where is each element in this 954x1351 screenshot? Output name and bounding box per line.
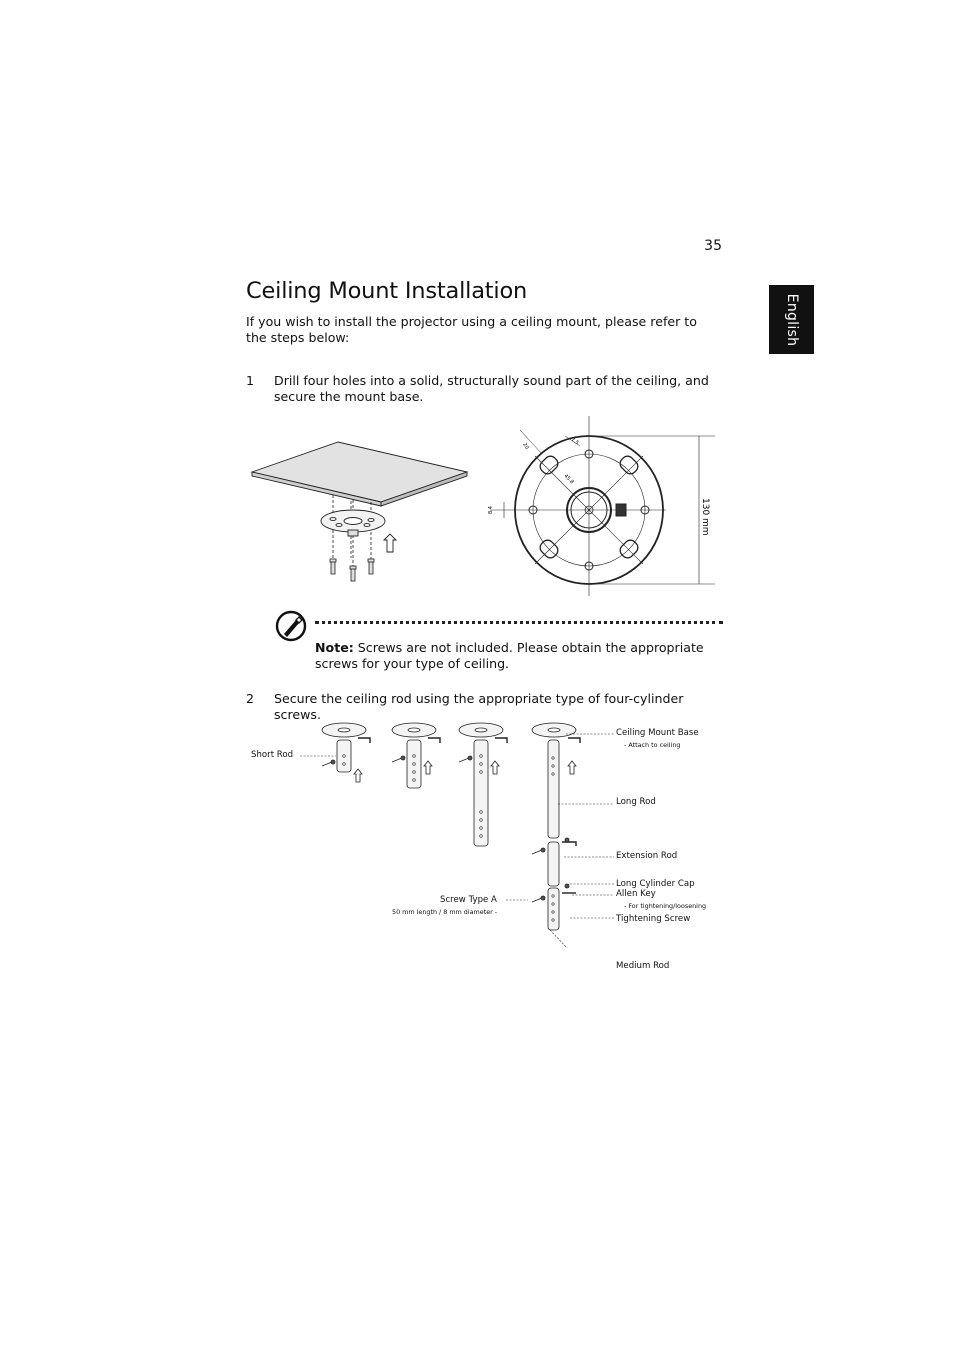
ceiling-plate	[252, 442, 467, 506]
label-allen-key: Allen Key	[616, 889, 656, 899]
dimension-label-small-2: 7.5	[569, 436, 580, 447]
intro-paragraph: If you wish to install the projector using a ceiling mount, please refer to the steps below:	[246, 314, 697, 345]
note-pen-icon	[275, 610, 307, 642]
step-2-number: 2	[246, 691, 255, 706]
note-label: Note:	[315, 640, 354, 655]
label-screw-spec: 50 mm length / 8 mm diameter -	[392, 908, 498, 916]
screws	[330, 559, 374, 581]
dimension-label-small-1: 20	[521, 442, 530, 451]
language-tab-label: English	[783, 293, 800, 346]
label-attach-to-ceiling: - Attach to ceiling	[624, 741, 681, 749]
note-text: Screws are not included. Please obtain the appropriate screws for your type of ceiling.	[315, 640, 704, 671]
label-for-tightening: - For tightening/loosening	[624, 902, 707, 910]
label-ceiling-mount-base: Ceiling Mount Base	[616, 728, 699, 738]
arrow-up-icon	[384, 534, 396, 552]
step-2-text: Secure the ceiling rod using the appropriate type of four-cylinder screws.	[274, 691, 684, 722]
mount-base-figure	[240, 410, 720, 596]
page-number: 35	[704, 238, 722, 254]
dimension-label-130mm: 130 mm	[700, 498, 710, 536]
mount-base	[321, 510, 385, 536]
label-screw-type-a: Screw Type A	[440, 895, 497, 905]
label-long-cylinder-cap: Long Cylinder Cap	[616, 879, 695, 889]
page-title: Ceiling Mount Installation	[246, 278, 528, 304]
step-1-text: Drill four holes into a solid, structurally sound part of the ceiling, and secure the mount base.	[274, 373, 709, 404]
label-short-rod: Short Rod	[251, 750, 294, 760]
note-paragraph	[315, 640, 715, 672]
step-1-number: 1	[246, 373, 255, 388]
label-extension-rod: Extension Rod	[616, 851, 678, 861]
language-tab	[769, 285, 814, 354]
label-long-rod: Long Rod	[616, 797, 656, 807]
label-tightening-screw: Tightening Screw	[616, 914, 691, 924]
dimension-label-small-4: 8.4	[488, 506, 494, 514]
dimension-label-small-3: 45.8	[562, 473, 575, 486]
note-divider	[315, 621, 723, 624]
label-medium-rod: Medium Rod	[616, 961, 670, 971]
